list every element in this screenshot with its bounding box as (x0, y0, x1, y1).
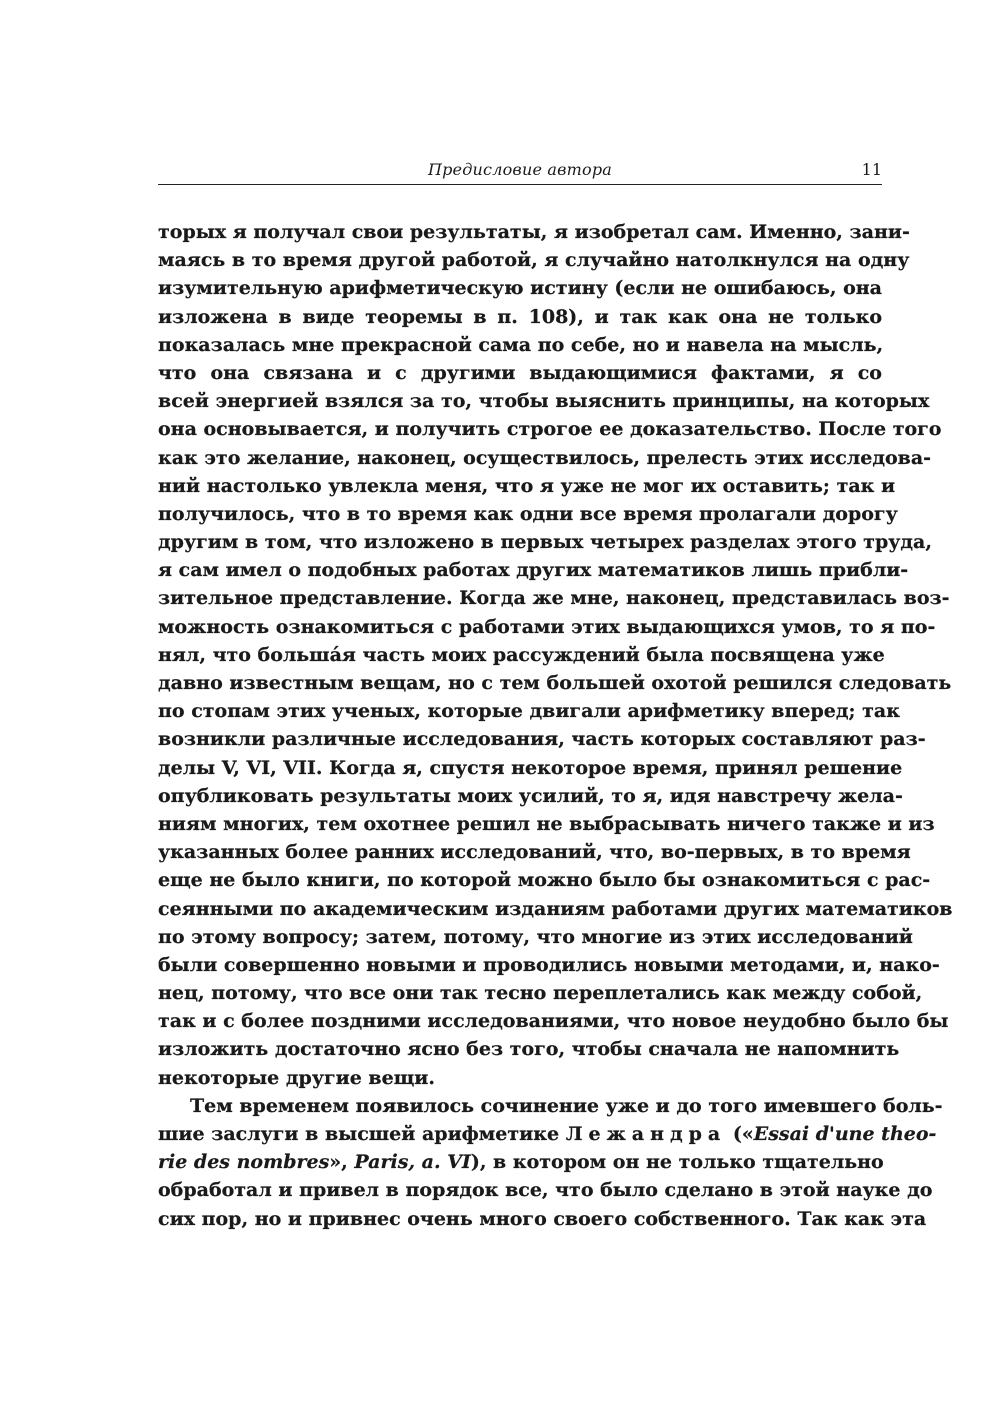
text-line: сеянными по академическим изданиям работами других математиков (158, 897, 953, 920)
text-line: изумительную арифметическую истину (если не ошибаюсь, она (158, 277, 882, 300)
text-line: изложить достаточно ясно без того, чтобы сначала не напомнить (158, 1038, 900, 1061)
publication-place: Paris, a. VI (354, 1151, 471, 1174)
book-title: Essai d'une theo- (753, 1123, 937, 1145)
paragraph-1 (158, 218, 953, 1092)
text-line: некоторые другие вещи. (158, 1066, 435, 1089)
running-head (158, 158, 882, 185)
text-line: указанных более ранних исследований, что, во-первых, в то время (158, 841, 911, 864)
text-line: ний настолько увлекла меня, что я уже не мог их оставить; так и (158, 474, 896, 497)
author-name-legendre: Лежандра (565, 1123, 727, 1145)
text-line: ниям многих, тем охотнее решил не выбрасывать ничего также и из (158, 812, 935, 835)
text-fragment: ), в котором он не только тщательно (470, 1151, 884, 1174)
text-line: по этому вопросу; затем, потому, что многие из этих исследований (158, 925, 913, 948)
text-line: зительное представление. Когда же мне, наконец, представилась воз- (158, 587, 950, 610)
body-text (158, 218, 953, 1233)
text-line: сих пор, но и привнес очень много своего собственного. Так как эта (158, 1207, 927, 1230)
text-line: другим в том, что изложено в первых четырех разделах этого труда, (158, 531, 932, 554)
text-fragment: (« (726, 1123, 754, 1145)
text-line: были совершенно новыми и проводились новыми методами, и, нако- (158, 953, 940, 976)
text-line: получилось, что в то время как одни все время пролагали дорогу (158, 502, 898, 525)
text-line: изложена в виде теоремы в п. 108), и так как она не только (158, 305, 882, 328)
text-line: так и с более поздними исследованиями, что новое неудобно было бы (158, 1010, 949, 1033)
text-line: по стопам этих ученых, которые двигали арифметику вперед; так (158, 700, 900, 723)
text-line: что она связана и с другими выдающимися фактами, я со (158, 361, 882, 384)
text-line: опубликовать результаты моих усилий, то я, идя навстречу жела- (158, 784, 903, 807)
text-line: она основывается, и получить строгое ее доказательство. После того (158, 418, 942, 441)
text-line: давно известным вещам, но с тем большей охотой решился следовать (158, 672, 952, 694)
paragraph-2 (158, 1092, 943, 1233)
text-line: всей энергией взялся за то, чтобы выяснить принципы, на которых (158, 390, 930, 413)
page-number: 11 (861, 160, 882, 179)
book-title: rie des nombres (158, 1151, 330, 1174)
text-fragment: шие заслуги в высшей арифметике (158, 1123, 566, 1145)
text-line: нец, потому, что все они так тесно переплетались как между собой, (158, 982, 923, 1005)
running-title: Предисловие автора (427, 160, 613, 179)
text-line: показалась мне прекрасной сама по себе, но и навела на мысль, (158, 333, 884, 356)
text-line: торых я получал свои результаты, я изобретал сам. Именно, зани- (158, 221, 910, 243)
text-line: я сам имел о подобных работах других математиков лишь прибли- (158, 559, 909, 582)
text-line: делы V, VI, VII. Когда я, спустя некоторое время, принял решение (158, 756, 903, 779)
text-line: как это желание, наконец, осуществилось, прелесть этих исследова- (158, 446, 932, 469)
text-line: маясь в то время другой работой, я случайно натолкнулся на одну (158, 249, 910, 272)
text-line: можность ознакомиться с работами этих выдающихся умов, то я по- (158, 615, 936, 638)
text-line (158, 1120, 937, 1148)
text-line (158, 1148, 882, 1176)
text-line: Тем временем появилось сочинение уже и до того имевшего боль- (190, 1094, 943, 1117)
text-line: нял, что больша́я часть моих рассуждений была посвящена уже (158, 643, 885, 666)
text-line: возникли различные исследования, часть которых составляют раз- (158, 728, 926, 751)
text-line: еще не было книги, по которой можно было бы ознакомиться с рас- (158, 869, 931, 892)
text-fragment: », (329, 1151, 355, 1174)
text-line: обработал и привел в порядок все, что было сделано в этой науке до (158, 1179, 933, 1202)
